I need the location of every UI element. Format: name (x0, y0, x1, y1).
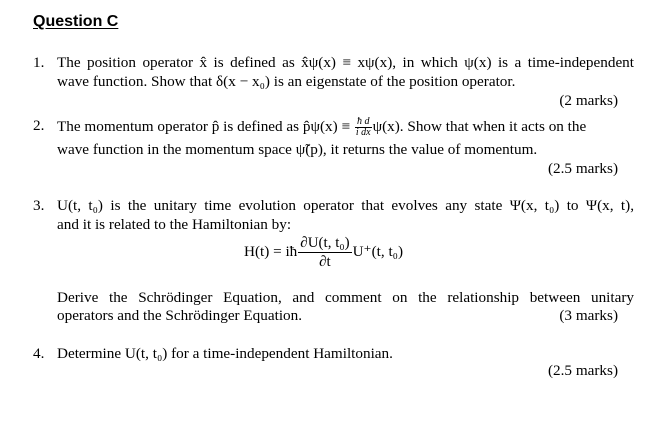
question-4-line-1: Determine U(t, t₀) for a time-independent Hamiltonian. (57, 345, 393, 362)
question-4-number: 4. (33, 345, 45, 362)
question-1-number: 1. (33, 54, 45, 71)
equation-rhs: U⁺(t, t₀) (352, 243, 404, 260)
question-2-line-1 (57, 117, 634, 138)
question-2-line-1-end: ψ(x). Show that when it acts on the (372, 117, 587, 135)
fraction-numerator: ħ d (355, 117, 372, 128)
equation-numerator: ∂U(t, t₀) (300, 235, 350, 252)
equation-lhs: H(t) = iħ (244, 243, 298, 260)
question-1-marks: (2 marks) (559, 92, 618, 109)
question-2-line-2: wave function in the momentum space ψ̃(p), it returns the value of momentum. (57, 141, 538, 158)
question-2-marks: (2.5 marks) (547, 160, 618, 177)
hamiltonian-equation (244, 232, 403, 272)
momentum-operator-fraction (355, 117, 372, 138)
question-3-line-2: and it is related to the Hamiltonian by: (57, 216, 292, 233)
equation-denominator: ∂t (319, 254, 331, 271)
question-4-marks: (2.5 marks) (547, 362, 618, 379)
equation-fraction (298, 234, 351, 271)
question-3-marks: (3 marks) (559, 307, 618, 324)
question-3-line-4: operators and the Schrödinger Equation. (57, 307, 303, 324)
question-3-line-3: Derive the Schrödinger Equation, and comment on the relationship between unitary (57, 289, 634, 306)
question-3-number: 3. (33, 197, 45, 214)
question-3-line-1: U(t, t₀) is the unitary time evolution operator that evolves any state Ψ(x, t₀) to Ψ(x, t), (57, 197, 634, 214)
question-2-number: 2. (33, 117, 45, 134)
question-heading: Question C (33, 13, 119, 30)
question-1-line-1: The position operator x̂ is defined as x̂ψ(x) ≡ xψ(x), in which ψ(x) is a time-independent (57, 54, 634, 71)
fraction-denominator: i dx (355, 127, 371, 138)
question-2-line-1-start: The momentum operator p̂ is defined as p̂ψ(x) ≡ (57, 117, 354, 135)
question-1-line-2: wave function. Show that δ(x − x₀) is an eigenstate of the position operator. (57, 73, 516, 90)
